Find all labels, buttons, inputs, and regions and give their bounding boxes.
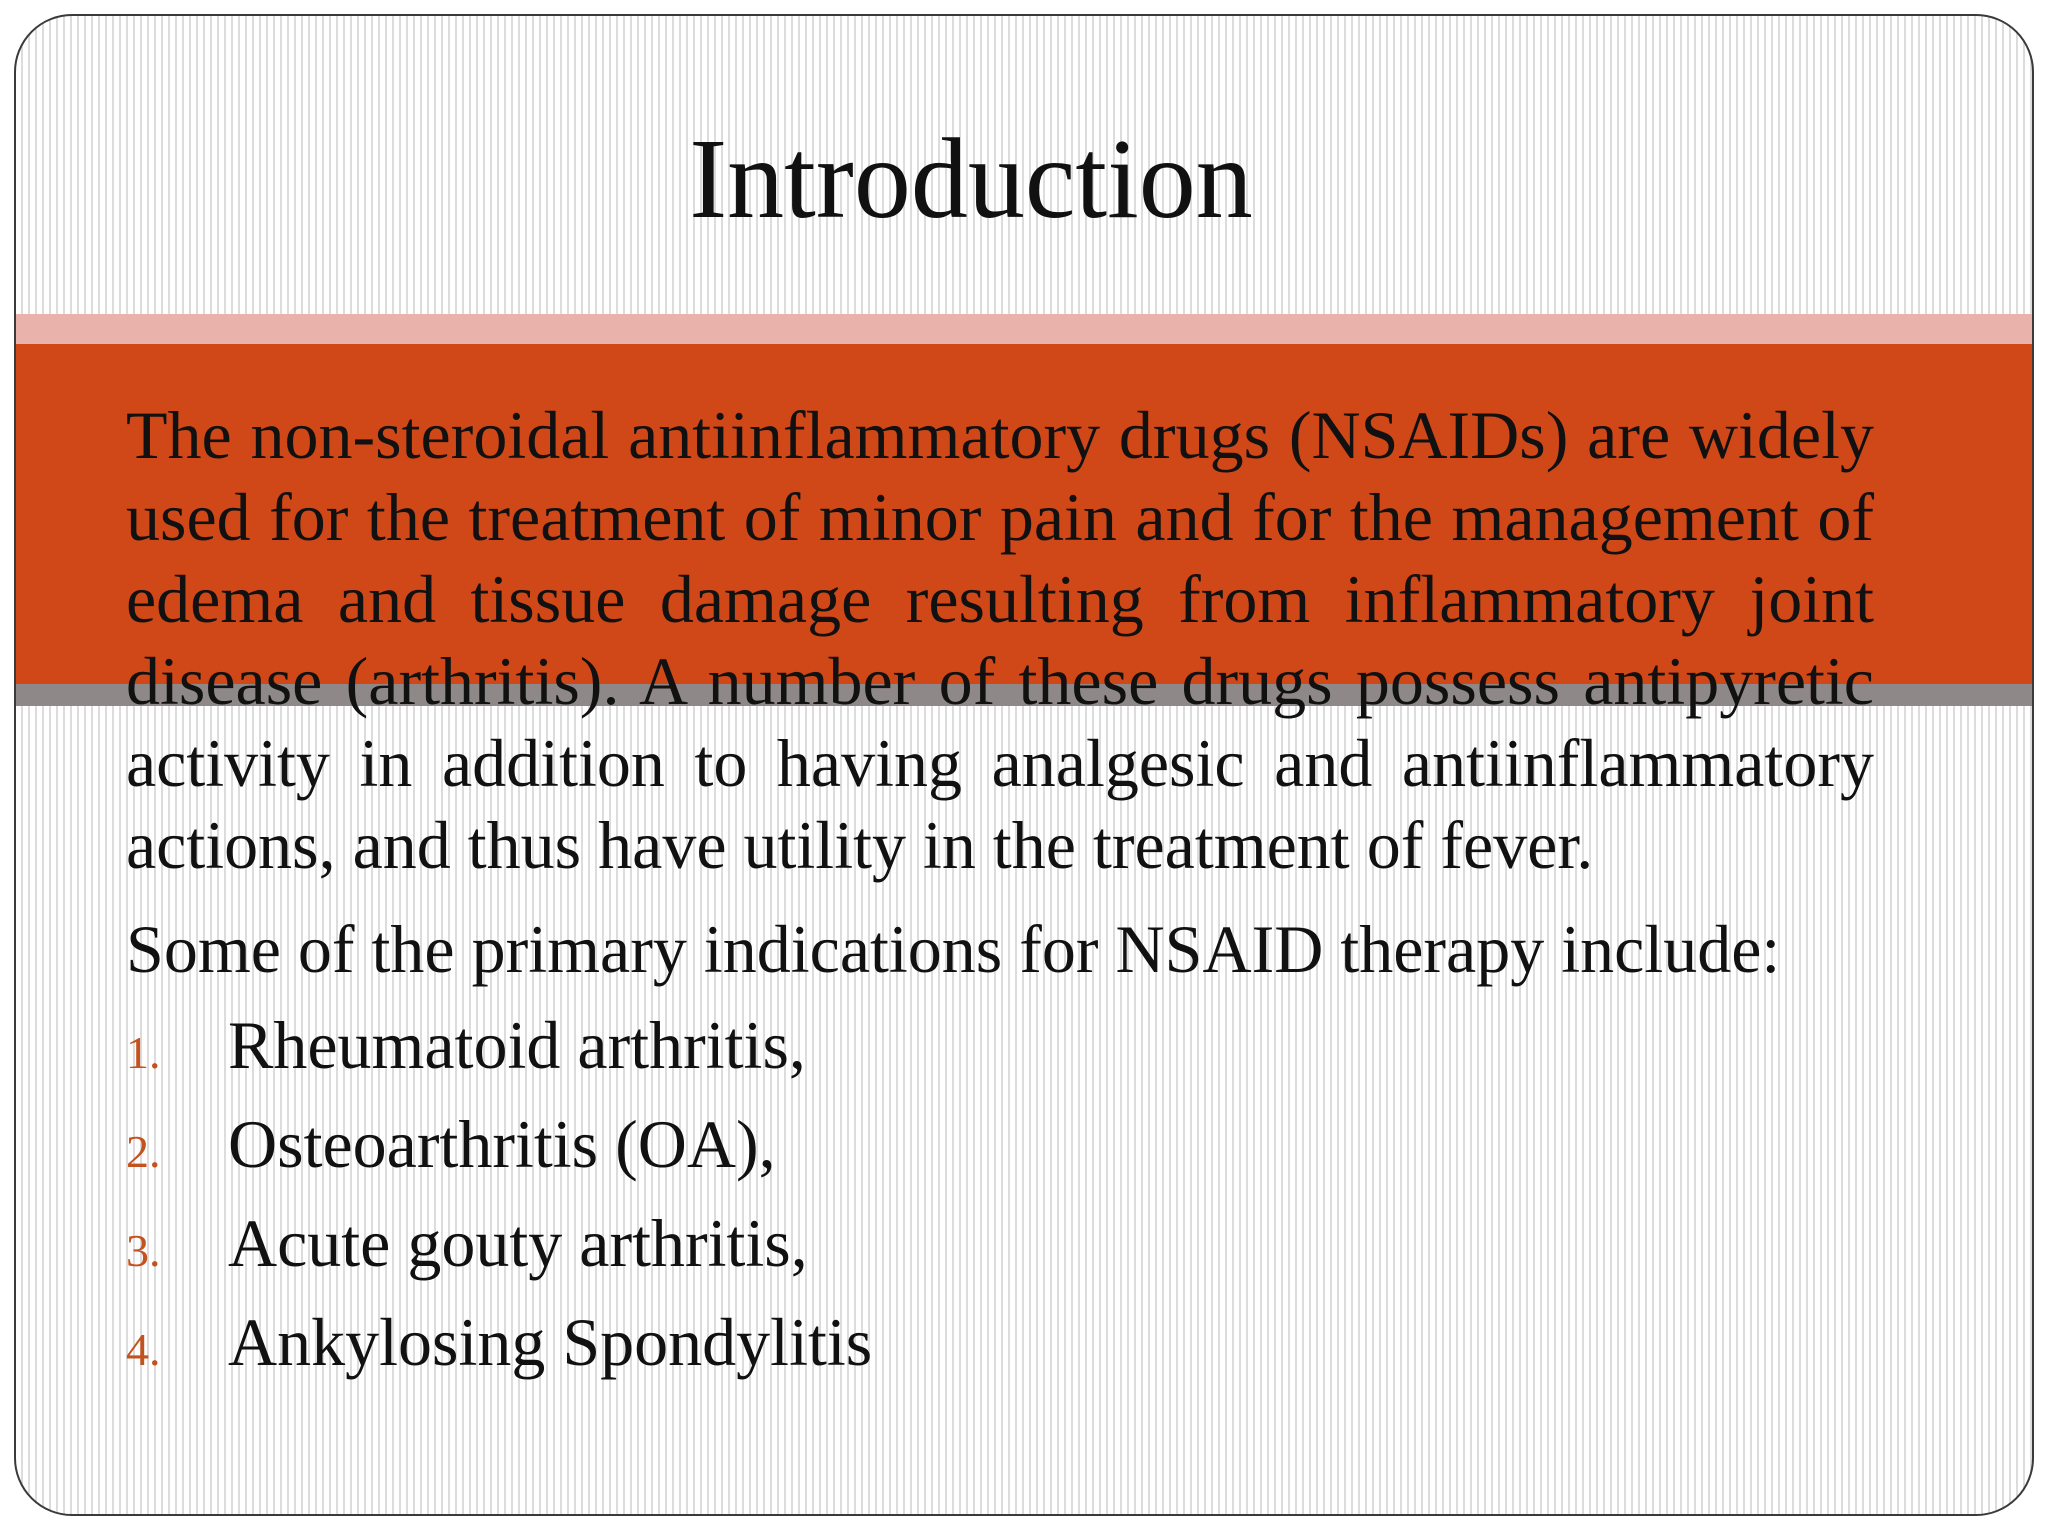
list-item-text: Acute gouty arthritis, bbox=[228, 1205, 808, 1281]
list-intro: Some of the primary indications for NSAID therapy include: bbox=[126, 911, 1781, 987]
slide-body bbox=[126, 394, 1874, 1400]
list-item bbox=[126, 1202, 1874, 1301]
list-item-text: Rheumatoid arthritis, bbox=[228, 1007, 806, 1083]
list-item bbox=[126, 1004, 1874, 1103]
slide bbox=[14, 14, 2034, 1516]
decorative-band-pink bbox=[16, 314, 2032, 344]
list-item bbox=[126, 1103, 1874, 1202]
list-number: 3. bbox=[126, 1225, 161, 1276]
list-number: 2. bbox=[126, 1126, 161, 1177]
list-item-text: Ankylosing Spondylitis bbox=[228, 1304, 873, 1380]
intro-paragraph: The non-steroidal antiinflammatory drugs (NSAIDs) are widely used for the treatment of minor pain and for the management of edema and tissue damage resulting from inflammatory joint disease (arthritis). A number of these drugs possess antipyretic activity in addition to having analgesic and antiinflammatory actions, and thus have utility in the treatment of fever. bbox=[126, 397, 1874, 883]
list-number: 4. bbox=[126, 1324, 161, 1375]
list-item-text: Osteoarthritis (OA), bbox=[228, 1106, 776, 1182]
list-number: 1. bbox=[126, 1027, 161, 1078]
slide-title: Introduction bbox=[689, 115, 1253, 242]
indications-list bbox=[126, 1004, 1874, 1400]
list-item bbox=[126, 1301, 1874, 1400]
